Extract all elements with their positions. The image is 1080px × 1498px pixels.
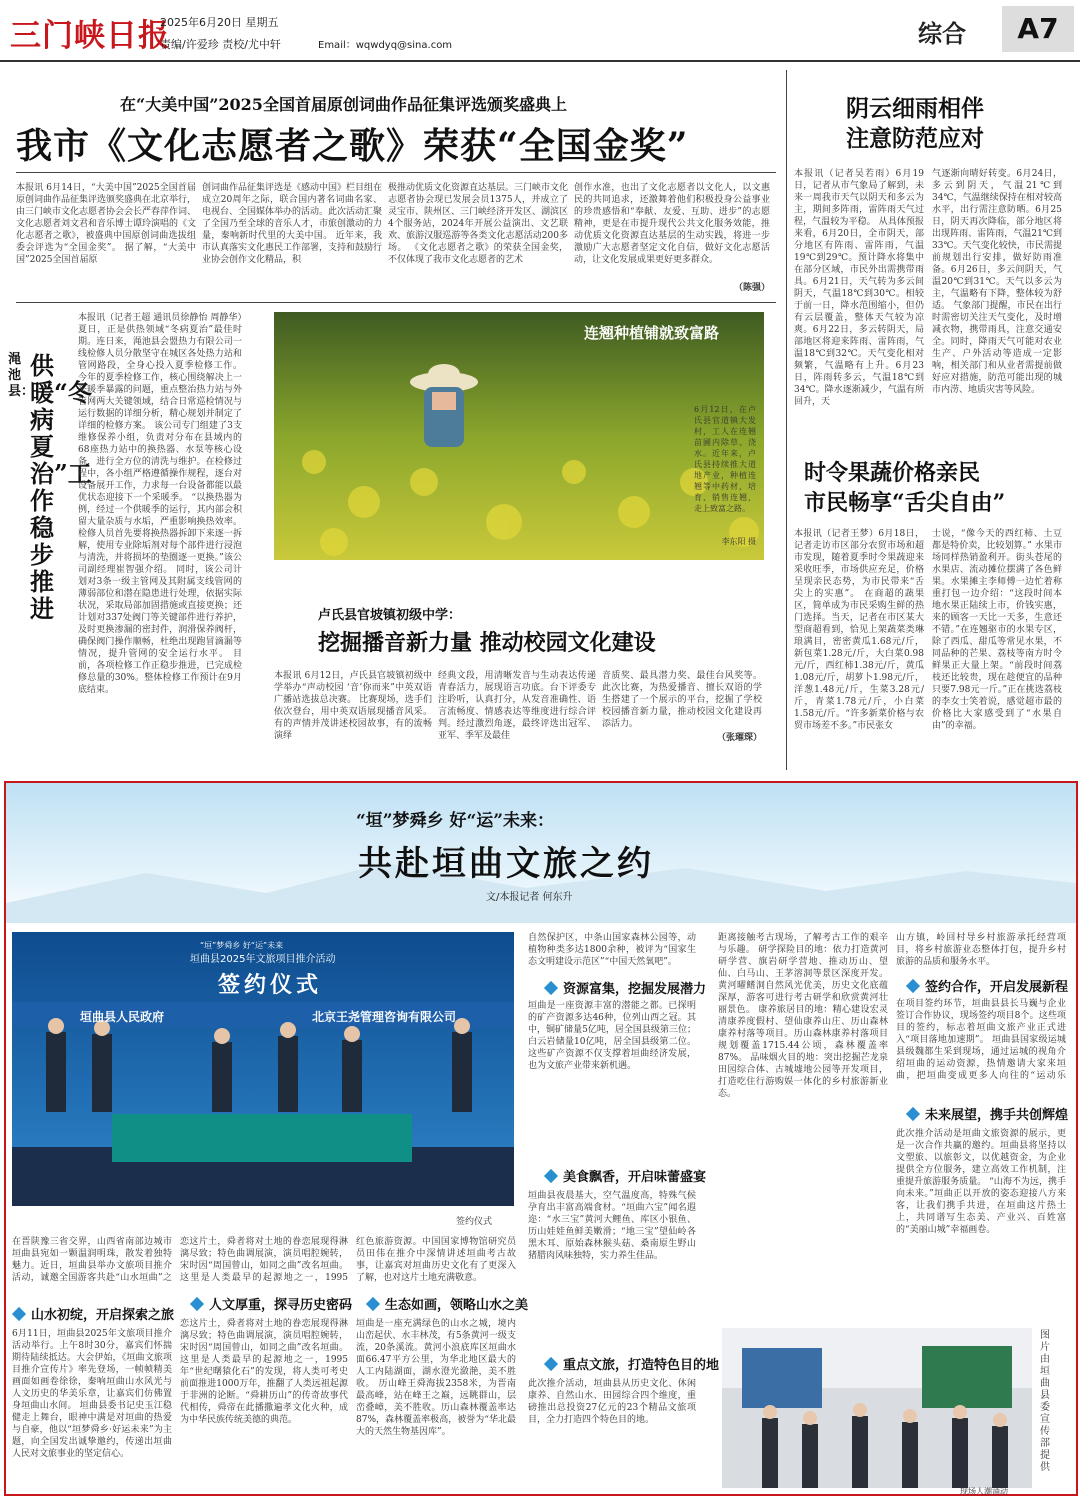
feature-col-2: 恋这片土，舜者将对土地的眷恋展现得淋漓尽致；特色曲调展演，演员唱腔婉转，宋时因“周国曾山，如同之曲”改名垣曲。这里是人类最早的起源地之一，1995年“世纪曙猿化石”的发现，将人类可考史前面推进1000万年，推翻了人类远祖起源于非洲的论断。“舜耕历山”的传奇故事代代相传，舜帝在此播撒遍孝文化火种，成为中华民族传统美德的典范。 [180,1319,348,1425]
weather-col-1: 本报讯（记者吴若雨）6月19日，记者从市气象局了解到，未来一周我市天气以阴天和多云为主，期间多阵雨，雷阵雨天气过程，气温较为平稳。 从具体预报来看，6月20日，全市阴天，部分地区有阵雨、雷阵雨，气温19℃到29℃。预计降水将集中在部分区域，市民外出需携带雨具。6月21日，天气转为多云间阴天，气温18℃到30℃。相较于前一日，降水范围缩小，但仍有云层覆盖，整体天气较为凉爽。6月22日，多云转阴天，局部地区将迎来阵雨、雷阵雨，气温18℃到32℃。天气变化相对频繁，气温略有上升。6月23日，阵雨转多云，气温18℃到34℃。降水逐渐减少，气温有所回升，天 [794,169,924,407]
section-label: 综合 [918,20,966,48]
feature-col-6-top: 山方镇，岭回村导乡村旅游承托经营项目，将乡村旅游业态整体打包，提升乡村旅游的品质和服务水平。 [896,933,1066,967]
subhead-2 [192,1294,352,1313]
subhead-3-text: 生态如画，领略山水之美 [385,1298,529,1313]
weather-headline-1: 阴云细雨相伴 [846,95,984,122]
subhead-7-text: 签约合作，开启发展新程 [925,980,1069,995]
photo-banner-small: “垣”梦舜乡 好“运”未来 [200,941,284,950]
photo-right-sign: 北京王尧管理咨询有限公司 [312,1010,457,1024]
feature-col-5: 距离接触考古现场，了解考古工作的艰辛与乐趣。 研学探险目的地：依力打造黄河研学营、旗岩研学营地、推动历山、望仙、白马山、王茅溶洞等景区深度开发。黄河曜鳍洞自然风光优美，历史文化底蕴深厚，游客可进行考古研学和欣赏黄河壮丽景色。 康养旅居目的地：精心建设宏灵清康养度假村、望仙康养山庄、历山森林康养村落等项目。历山森林康养村落项目规划覆盖1715.44公顷，森林覆盖率87%。 品味烟火目的地：突出挖掘芒龙泉田园综合体、古城墟地公园等开发项目，打造吃住行游购娱一体化的乡村旅游新业态。 [718,933,888,1099]
fruit-col-2: 士说，“像今天的西红柿、土豆都是特价卖，比较划算。” 水果市场同样热销盈利开。街头苍尾的水果店、流动摊位摆满了各色鲜果。水果摊主李师傅一边忙着称重打包一边介绍：“这段时间本地水果正陆续上市，价钱实惠，来的顾客一天比一天多，生意还不错。”在连翘驱市的水果专区，除了西瓜、甜瓜等常见水果，不同品种的芒果、荔枝等南方时令鲜果正大量上架。“前段时间荔枝还比较贵，现在趁便宜的品种只要7.98元一斤。”正在挑选荔枝的李女士笑着说，感觉超市最的价格比大家感受到了“水果自由”的幸福。 [932,529,1062,731]
subhead-3 [368,1294,528,1313]
feature-col-4-top: 自然保护区，中条山国家森林公园等，动植物种类多达1800余种，被评为“国家生态文明建设示范区”“中国天然氧吧”。 [528,933,696,967]
diamond-icon [544,981,558,995]
photo-credit: 李东阳 摄 [721,537,756,546]
divider [16,172,776,173]
diamond-icon [544,1357,558,1371]
diamond-icon [366,1297,380,1311]
mianchi-body: 本报讯（记者王超 通讯员徐静怡 周静华）夏日，正是供热领域“冬病夏治”最佳时期。连日来，渑池县会盟热力有限公司一线检修人员分散坚守在城区各处热力站和管网路段，全身心投入夏季检修工作。 今年的夏季检修工作，核心围绕解决上一采暖季暴露的问题，重点整治热力站与外管网两大关键领域，结合日常巡检情况与运行数据的详细分析，精心规划并制定了详细的检修方案。 该公司专门组建了3支维修保养小组，负责对分布在县域内的68座热力站中的换热器、水泵等核心设备，进行全方位的清洗与维护。在检修过程中，各小组严格遵循操作规程，逐台对设备展开工作，力求每一台设备都能以最优状态迎接下一个采暖季。 “以换热器为例，经过一个供暖季的运行，其内部会积留大量杂质与水垢，严重影响换热效率。检修人员首先要将换热器拆卸下来逐一拆解，使用专业除垢剂对每个部件进行浸泡与清洗，并将损坏的垫圈逐一更换。”该公司副经理崔智强介绍。 同时，该公司计划对3条一级主管网及其附属支线管网的薄弱部位和潜在隐患进行处理，依据实际状况，采取局部加固措施或直接更换；还计划对337处阀门等关键部件进行养护，及时更换渗漏的密封件，润滑保养阀杆，确保阀门操作顺畅，杜绝出现跑冒滴漏等情况，提升管网的安全运行水平。 目前，各项检修工作正稳步推进，已完成检修总量的30%。整体检修工作预计在9月底结束。 [78,313,242,695]
feature-col-3-top: 红色旅游资源。中国国家博物馆研究员员田伟在推介中深情讲述垣曲考古故事，让嘉宾对垣曲历史文化有了更深入了解，也对这片土地充满敬意。 [356,1237,516,1283]
subhead-7 [908,976,1068,995]
email-address: Email：wqwdyq@sina.com [318,40,453,51]
mianchi-headline: 供暖“冬病夏治”工作稳步推进 [30,351,92,623]
subhead-4-text: 资源富集，挖掘发展潜力 [563,982,707,997]
editor-credits: 责编/许爱珍 责校/尤中轩 [160,38,281,51]
feature-col-4: 垣曲是一座资源丰富的潜能之都。已探明的矿产资源多达46种，位列山西之冠。其中，铜矿储量5亿吨，居全国县级第三位；白云岩储量10亿吨，居全国县级第二位。这些矿产资源不仅支撑着垣曲经济发展，也为文旅产业带来新机遇。 [528,1001,696,1071]
weather-col-2: 气逐渐向晴好转变。6月24日，多云到阴天，气温21℃到34℃，气温继续保持在相对较高水平，出行需注意防晒。6月25日，阴天再次降临，部分地区将出现阵雨、雷阵雨，气温21℃到33℃。天气变化较快，市民需提前规划出行安排，做好防雨准备。6月26日，多云间阴天，气温20℃到31℃。天气以多云为主，气温略有下降，整体较为舒适。 气象部门提醒，市民在出行时需密切关注天气变化，及时增减衣物，携带雨具，注意交通安全。同时，降雨天气可能对农业生产、户外活动等造成一定影响，相关部门和从业者需提前做好应对措施，防范可能出现的城市内涝、地质灾害等风险。 [932,169,1062,395]
feature-col-3: 垣曲是一座充满绿色的山水之城，境内山峦起伏、水丰林茂，有5条黄河一级支流，20条溪流。黄河小浪底库区垣曲水面66.47平方公里，为华北地区最大的人工内陆湖面，湖水澄光潋滟，美不胜收。 历山峰王舜海拔2358米，为晋南最高峰，站在峰王之巅，远眺群山，层峦叠嶂，美不胜收。历山森林覆盖率达87%，森林覆盖率极高，被誉为“华北最大的天然生物基因库”。 [356,1319,516,1437]
school-author: （张璀琛） [716,733,762,743]
subhead-1 [14,1304,174,1323]
fruit-headline-1: 时令果蔬价格亲民 [804,460,981,486]
lead-col-1: 本报讯 6月14日，“大美中国”2025全国首届原创词曲作品征集评选颁奖盛典在北京举行，由三门峡市文化志愿者协会会长严春萍作词、文化志愿者刘文君和音乐博士谭玲演唱的《文化志愿者之歌》，被盛典中国原创词曲选拔组委会评选为“全国金奖”。 据了解，“大美中国”2025全国首届原 [16,183,196,265]
feature-intro: 在晋陕豫三省交界，山西省南部边城市垣曲县宛如一颗温润明珠，散发着独特魅力。近日，垣曲县举办文旅项目推介活动，诚邀全国游客共赴“山水垣曲”之 [12,1237,172,1283]
signing-photo-caption: 签约仪式 [456,1217,493,1227]
diamond-icon [190,1297,204,1311]
photo-left-sign: 垣曲县人民政府 [80,1010,165,1024]
diamond-icon [544,1169,558,1183]
exhibition-photo-caption: 现场人潮涌动 [960,1487,1008,1496]
school-headline: 挖掘播音新力量 推动校园文化建设 [318,630,656,656]
forsythia-photo [274,312,764,560]
fruit-col-1: 本报讯（记者王梦）6月18日，记者走访市区部分农贸市场和超市发现，随着夏季时令果蔬迎来采收旺季，市场供应充足，价格呈现亲民态势，为市民带来“舌尖上的实惠”。 在商超的蔬果区，简单成为市民采购生鲜的热门选择。当天，记者在市区某大型商超看到，恰见上架蔬菜类琳琅满目，密密黄瓜1.68元/斤，新包菜1.28元/斤，大白菜0.98元/斤，西红柿1.38元/斤，黄瓜1.08元/斤，胡萝卜1.98元/斤，洋葱1.48元/斤，生菜3.28元/斤，青菜1.78元/斤，小白菜1.58元/斤。“许多新菜价格与农贸市场差不多。”市民张女 [794,529,924,731]
subhead-5-text: 美食飘香，开启味蕾盛宴 [563,1170,707,1185]
newspaper-logo: 三门峡日报 [10,18,170,54]
diamond-icon [906,1107,920,1121]
lead-author: （陈强） [733,283,770,293]
column-divider [786,70,787,770]
subhead-8-text: 未来展望，携手共创辉煌 [925,1108,1069,1123]
feature-col-4c: 此次推介活动，垣曲县从历史文化、休闲康养、自然山水、田园综合四个维度，重磅推出总投资27亿元的23个精品文旅项目，全力打造四个特色目的地。 [528,1379,696,1425]
subhead-5 [546,1166,706,1185]
feature-col-2-top: 恋这片土，舜者将对土地的眷恋展现得淋漓尽致；特色曲调展演，演员唱腔婉转，宋时因“周国曾山，如同之曲”改名垣曲。这里是人类最早的起源地之一，1995 [180,1237,348,1283]
subhead-6 [546,1354,719,1373]
subhead-1-text: 山水初绽，开启探索之旅 [31,1308,175,1323]
divider [16,302,776,303]
lead-kicker: 在“大美中国”2025全国首届原创词曲作品征集评选颁奖盛典上 [120,95,567,114]
page-number: A7 [1002,6,1074,52]
photo-source-caption: 图片由垣曲县委宣传部提供 [1040,1330,1050,1473]
school-col-1: 本报讯 6月12日，卢氏县官坡镇初级中学举办“声动校园 ‘音’你而来”中英双语广播站选拔总决赛。 比赛现场，选手们依次登台，用中英双语展现播音风采。有的声情并茂讲述校园故事，有的流畅演绎 [274,671,432,741]
feature-col-6b: 此次推介活动是垣曲文旅资源的展示，更是一次合作共赢的邀约。垣曲县将坚持以文塑旅、以旅彰文，以优越资金，为企业提供全方位服务，建立高效工作机制，注重提升旅游服务质量。 “山海不为远，携手向未来。”垣曲正以开放的姿态迎接八方来客，让我们携手共进，在垣曲这片热土上，共同谱写生态美、产业兴、百姓富的“美丽山城”幸福画卷。 [896,1129,1066,1235]
feature-kicker: “垣”梦舜乡 好“运”未来： [356,811,555,831]
photo-banner: 垣曲县2025年文旅项目推介活动 [190,954,336,965]
issue-date: 2025年6月20日 星期五 [160,16,279,29]
school-col-3: 音质奖、最具潜力奖、最佳台风奖等。 此次比赛，为热爱播音、擅长双语的学生搭建了一个展示的平台，挖掘了学校校园播音新力量，推动校园文化建设再添活力。 [602,671,762,729]
subhead-6-text: 重点文旅，打造特色目的地 [563,1358,720,1373]
school-col-2: 经典文段，用清晰发音与生动表达传递青春活力，展现语言功底。台下评委专注聆听，认真打分，从发音准确性、语言流畅度、情感表达等维度进行综合评判。经过激烈角逐，最终评选出冠军、亚军、季军及最佳 [438,671,596,741]
feature-col-1: 6月11日，垣曲县2025年文旅项目推介活动举行。上午8时30分，嘉宾们怀揣期待陆续抵达。大会伊始，《垣曲文旅项目推介宣传片》率先登场，一帧帧精美画面如画卷徐徐，秦响垣曲山水风光与人文历史的华美乐章，让嘉宾们仿佛置身垣曲山水间。 垣曲县委书记史玉江稳健走上舞台，眼神中满是对垣曲的热爱与自豪，他以“垣梦舜乡·好运未来”为主题，向全国发出诚挚邀约，传递出垣曲人民对文旅事业的坚定信心。 [12,1329,172,1459]
diamond-icon [906,979,920,993]
feature-headline: 共赴垣曲文旅之约 [358,844,654,884]
lead-col-2: 创词曲作品征集评选是《感动中国》栏目组在成立20周年之际，联合国内著名词曲名家、电视台、全国媒体举办的活动。此次活动汇聚了全国乃至全球的音乐人才，市旅创激动的力量，秦响新时代里的大美中国。 近年来，我市认真落实文化惠民工作部署，支持和鼓励行业协会创作文化精品，积 [202,183,382,265]
lead-col-4: 创作水准，也出了文化志愿者以文化人，以文惠民的共同追求，还激舞着他们积极投身公益事业的珍贵感悟和“奉献、友爱、互助、进步”的志愿精神，更是在市提升现代公共文化服务效能，推动优质文化资源直达基层的生动实践，将进一步激励广大志愿者坚定文化自信，做好文化志愿活动，让文化发展成果更好更多群众。 [574,183,770,265]
diamond-icon [12,1307,26,1321]
photo-title: 连翘种植铺就致富路 [584,324,720,342]
subhead-4 [546,978,706,997]
lead-headline: 我市《文化志愿者之歌》荣获“全国金奖” [16,125,689,167]
weather-headline-2: 注意防范应对 [846,125,984,152]
photo-banner-title: 签约仪式 [218,972,323,998]
photo-caption: 6月12日，在卢氏县官道镇大发村，工人在连翘苗圃内除草、浇水。近年来，卢氏县持续推大道地产业，种植连翘等中药材，培育、销售连翘，走上致富之路。 [694,405,756,513]
feature-col-6: 在项目签约环节，垣曲县县长马巍与企业签订合作协议，现场签约项目8个。这些项目的签约，标志着垣曲文旅产业正式进入“项目落地加速期”。 垣曲县国家级运城县级魏都生采到现场，通过运城的视角介绍垣曲的运动资源，热情邀请大家来垣曲，把垣曲变成更多人向往的“运动乐 [896,999,1066,1081]
exhibition-crowd-photo [722,1328,1032,1488]
mianchi-kicker: 渑池县： [8,352,35,399]
fruit-headline-2: 市民畅享“舌尖自由” [804,490,1006,516]
feature-col-4b: 垣曲县夜晨基大，空气温度高，特殊气候孕育出丰富高端食材。“垣曲六宝”闻名遐迩：“水三宝”黄河大鲤鱼、库区小银鱼、历山娃娃鱼鲜美嫩滑；“地三宝”望仙岭各黑木耳、原始森林猴头菇、桑南原生野山猪腊肉风味独特，实力养生佳品。 [528,1191,696,1261]
feature-byline: 文/本报记者 何东升 [486,892,573,903]
subhead-2-text: 人文厚重，探寻历史密码 [209,1298,353,1313]
subhead-8 [908,1104,1068,1123]
lead-col-3: 极推动优质文化资源直达基层。三门峡市文化志愿者协会现已发展会员1375人，并成立了灵宝市、陕州区、三门峡经济开发区、湖滨区4个服务站，2024年开展公益演出、文艺联欢、旅游汉服巡游等各类文化志愿活动200多场。 《文化志愿者之歌》的荣获全国金奖，不仅体现了我市文化志愿者的艺术 [388,183,568,265]
school-kicker: 卢氏县官坡镇初级中学： [318,608,462,623]
